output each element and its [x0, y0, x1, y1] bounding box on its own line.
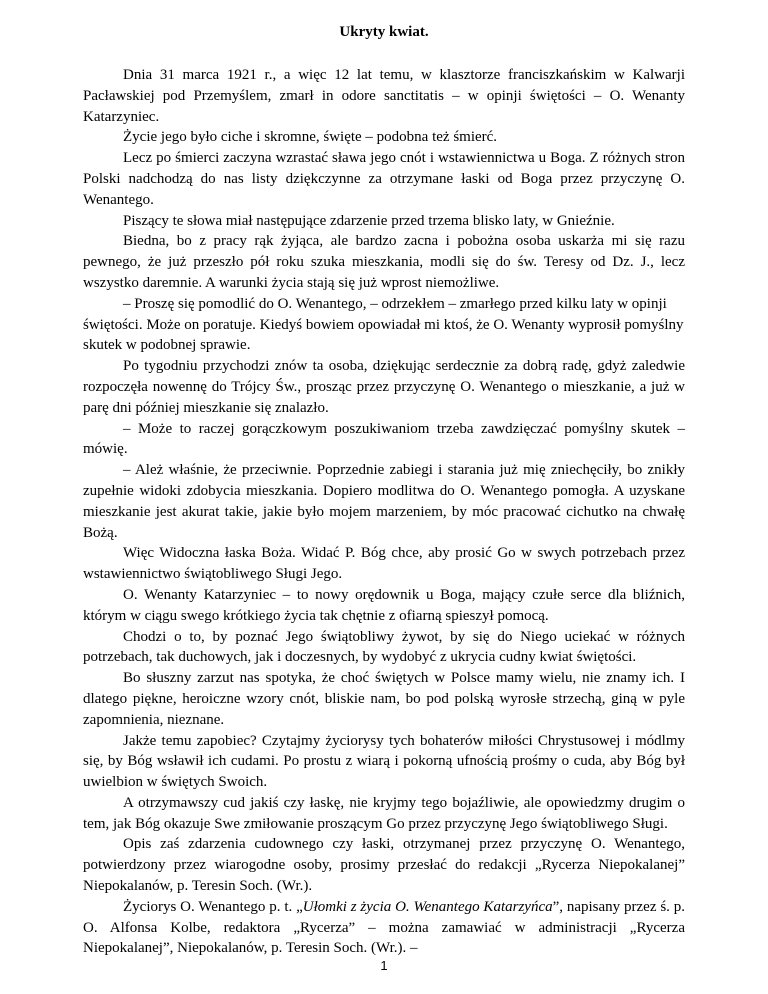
document-body — [83, 65, 685, 959]
paragraph: Życie jego było ciche i skromne, święte – podobna też śmierć. — [123, 129, 498, 146]
document-title: Ukryty kwiat. — [339, 24, 429, 40]
paragraph: – Może to raczej gorączkowym poszukiwaniom trzeba zawdzięczać pomyślny skutek – mówię. — [83, 420, 685, 458]
book-title: Ułomki z życia O. Wenantego Katarzyńca — [302, 898, 553, 915]
paragraph: Piszący te słowa miał następujące zdarzenie przed trzema blisko laty, w Gnieźnie. — [123, 212, 615, 229]
paragraph: Lecz po śmierci zaczyna wzrastać sława jego cnót i wstawiennictwa u Boga. Z różnych stron Polski nadchodzą do nas listy dziękczynne za otrzymane łaski od Boga przez przyczynę O. Wenantego. — [83, 150, 685, 208]
paragraph: A otrzymawszy cud jakiś czy łaskę, nie kryjmy tego bojaźliwie, ale opowiedzmy drugim o tem, jak Bóg okazuje Swe zmiłowanie proszącym Go przez przyczynę Jego świątobliwego Sługi. — [83, 794, 685, 832]
paragraph-last — [83, 897, 685, 959]
paragraph: Opis zaś zdarzenia cudownego czy łaski, otrzymanej przez przyczynę O. Wenantego, potwierdzony przez wiarogodne osoby, prosimy przesłać do redakcji „Rycerza Niepokalanej” Niepokalanów, p. Teresin Soch. (Wr.). — [83, 836, 685, 895]
paragraph: Jakże temu zapobiec? Czytajmy życiorysy tych bohaterów miłości Chrystusowej i módlmy się, by Bóg wsławił ich cudami. Po prostu z wiarą i pokorną ufnością prośmy o cuda, aby Bóg był uwielbion w świętych Swoich. — [83, 732, 685, 791]
page-number: 1 — [380, 958, 388, 973]
paragraph: Biedna, bo z pracy rąk żyjąca, ale bardzo zacna i pobożna osoba uskarża mi się razu pewnego, że już przeszło pół roku szuka mieszkania, modli się do św. Teresy od Dz. J., lecz wszystko daremnie. A warunki życia stają się już wprost niemożliwe. — [83, 233, 685, 291]
paragraph: Dnia 31 marca 1921 r., a więc 12 lat temu, w klasztorze franciszkańskim w Kalwarji Pacławskiej pod Przemyślem, zmarł in odore sanctitatis – w opinji świętości – O. Wenanty Katarzyniec. — [83, 67, 685, 125]
paragraph: Chodzi o to, by poznać Jego świątobliwy żywot, by się do Niego uciekać w różnych potrzebach, tak duchowych, jak i doczesnych, by wydobyć z ukrycia cudny kwiat świętości. — [83, 628, 685, 666]
paragraph: – Ależ właśnie, że przeciwnie. Poprzednie zabiegi i starania już mię zniechęciły, bo znikły zupełnie widoki zdobycia mieszkania. Dopiero modlitwa do O. Wenantego pomogła. A uzyskane mieszkanie jest akurat takie, jakie było mojem marzeniem, by móc pracować cichutko na chwałę Bożą. — [83, 462, 685, 541]
paragraph: Po tygodniu przychodzi znów ta osoba, dziękując serdecznie za dobrą radę, gdyż zaledwie rozpoczęła nowennę do Trójcy Św., prosząc przez przyczynę O. Wenantego o mieszkanie, a już w parę dni później mieszkanie się znalazło. — [83, 358, 685, 416]
paragraph: – Proszę się pomodlić do O. Wenantego, – odrzekłem – zmarłego przed kilku laty w opinji świętości. Może on poratuje. Kiedyś bowiem opowiadał mi ktoś, że O. Wenanty wyprosił pomyślny skutek w podobnej sprawie. — [83, 295, 684, 354]
paragraph: Bo słuszny zarzut nas spotyka, że choć świętych w Polsce mamy wielu, nie znamy ich. I dlatego piękne, heroiczne wzory cnót, bliskie nam, bo pod polską wyrosłe strzechą, giną w pyle zapomnienia, nieznane. — [83, 670, 685, 728]
paragraph: Więc Widoczna łaska Boża. Widać P. Bóg chce, aby prosić Go w swych potrzebach przez wstawiennictwo świątobliwego Sługi Jego. — [83, 545, 685, 583]
last-paragraph-end: ”, napisany przez ś. p. O. Alfonsa Kolbe, redaktora „Rycerza” – można zamawiać w administracji „Rycerza Niepokalanej”, Niepokalanów, p. Teresin Soch. (Wr.). – — [83, 898, 685, 957]
paragraph: O. Wenanty Katarzyniec – to nowy orędownik u Boga, mający czułe serce dla bliźnich, którym w ciągu swego krótkiego życia tak chętnie z ofiarną spieszył pomocą. — [83, 586, 685, 624]
last-paragraph-start: Życiorys O. Wenantego p. t. „ — [123, 898, 303, 915]
